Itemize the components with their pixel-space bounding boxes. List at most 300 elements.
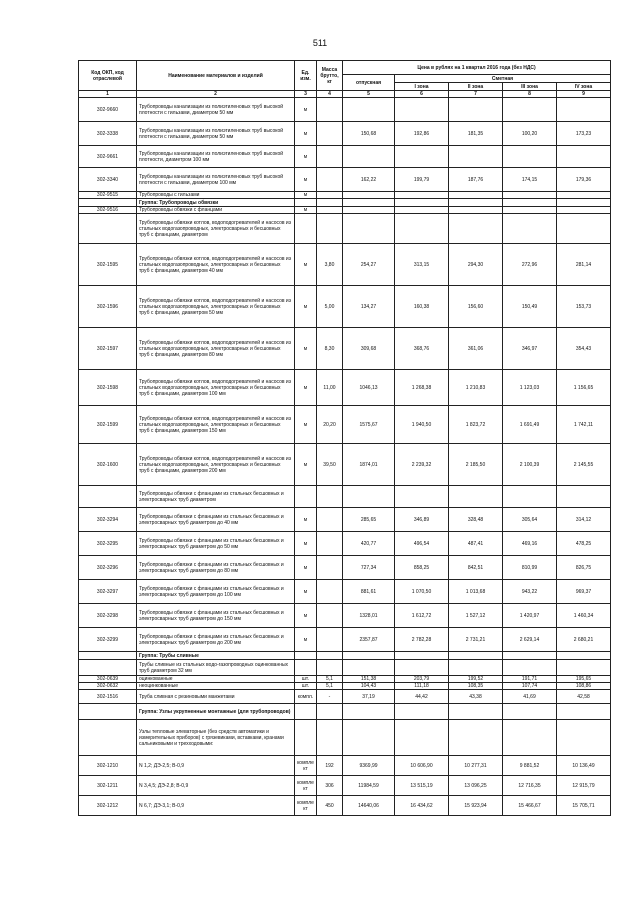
- price-zone1-cell: [395, 704, 449, 720]
- price-zone1-cell: 10 606,90: [395, 756, 449, 776]
- table-row: [79, 192, 611, 199]
- unit-cell: шт.: [295, 676, 317, 683]
- mass-cell: [317, 508, 343, 532]
- mass-cell: [317, 192, 343, 199]
- price-zone1-cell: [395, 660, 449, 676]
- table-header: [79, 61, 611, 98]
- name-cell: Трубопроводы канализации из полиэтиленовых труб высокой плотности с гильзами, диаметром 100 мм: [137, 168, 295, 192]
- price-zone4-cell: [557, 98, 611, 122]
- unit-cell: [295, 199, 317, 207]
- mass-cell: [317, 207, 343, 214]
- price-zone3-cell: 810,99: [503, 556, 557, 580]
- header-release: отпускная: [343, 75, 395, 91]
- mass-cell: [317, 628, 343, 652]
- price-zone4-cell: [557, 660, 611, 676]
- table-row: [79, 690, 611, 704]
- mass-cell: 11,00: [317, 370, 343, 406]
- table-row: [79, 660, 611, 676]
- price-zone3-cell: 1 691,49: [503, 406, 557, 444]
- column-number: 9: [557, 91, 611, 98]
- price-release-cell: [343, 192, 395, 199]
- table-row: [79, 168, 611, 192]
- mass-cell: [317, 720, 343, 756]
- table-row: [79, 756, 611, 776]
- name-cell: оцинкованные: [137, 676, 295, 683]
- price-zone2-cell: [449, 704, 503, 720]
- table-row: [79, 406, 611, 444]
- name-cell: Труба сливная с резиновыми манжетами: [137, 690, 295, 704]
- table-row: [79, 444, 611, 486]
- price-release-cell: [343, 704, 395, 720]
- price-zone3-cell: [503, 652, 557, 660]
- name-cell: N 1,2; ДЭ-2,5; В-0,9: [137, 756, 295, 776]
- price-zone2-cell: 108,35: [449, 683, 503, 690]
- price-zone2-cell: 2 185,50: [449, 444, 503, 486]
- name-cell: Трубопроводы обвязки котлов, водоподогревателей и насосов из стальных водогазопроводных, электросварных и бесшовных труб с фланцами, диаметром 40 мм: [137, 244, 295, 286]
- price-zone2-cell: 294,30: [449, 244, 503, 286]
- unit-cell: м: [295, 244, 317, 286]
- name-cell: Трубопроводы обвязки котлов, водоподогревателей и насосов из стальных водогазопроводных, электросварных и бесшовных труб с фланцами, диаметром: [137, 214, 295, 244]
- mass-cell: 39,50: [317, 444, 343, 486]
- code-cell: [79, 704, 137, 720]
- price-zone3-cell: 305,64: [503, 508, 557, 532]
- price-release-cell: 134,27: [343, 286, 395, 328]
- price-zone1-cell: 16 434,62: [395, 796, 449, 816]
- price-zone3-cell: 943,22: [503, 580, 557, 604]
- price-zone4-cell: 12 915,79: [557, 776, 611, 796]
- code-cell: 302-1595: [79, 244, 137, 286]
- price-zone1-cell: [395, 214, 449, 244]
- price-zone2-cell: 842,51: [449, 556, 503, 580]
- price-release-cell: [343, 214, 395, 244]
- unit-cell: м: [295, 604, 317, 628]
- table-row: [79, 508, 611, 532]
- price-zone3-cell: [503, 660, 557, 676]
- price-zone1-cell: 192,86: [395, 122, 449, 146]
- name-cell: Группа: Трубопроводы обвязки: [137, 199, 295, 207]
- price-zone3-cell: 41,69: [503, 690, 557, 704]
- table-row: [79, 776, 611, 796]
- price-zone1-cell: 111,18: [395, 683, 449, 690]
- table-row: [79, 146, 611, 168]
- price-zone4-cell: 195,65: [557, 676, 611, 683]
- price-zone3-cell: 107,74: [503, 683, 557, 690]
- table-row: [79, 328, 611, 370]
- column-number-row: [79, 91, 611, 98]
- table-row: [79, 796, 611, 816]
- code-cell: 302-3297: [79, 580, 137, 604]
- mass-cell: -: [317, 690, 343, 704]
- price-zone3-cell: [503, 98, 557, 122]
- code-cell: 302-1596: [79, 286, 137, 328]
- unit-cell: шт.: [295, 683, 317, 690]
- name-cell: Трубопроводы обвязки с фланцами из стальных бесшовных и электросварных труб диаметром до 100 мм: [137, 580, 295, 604]
- price-zone2-cell: 43,38: [449, 690, 503, 704]
- unit-cell: компл.: [295, 690, 317, 704]
- code-cell: 302-3295: [79, 532, 137, 556]
- table-row: [79, 244, 611, 286]
- mass-cell: [317, 98, 343, 122]
- price-zone1-cell: [395, 652, 449, 660]
- price-zone2-cell: 1 527,12: [449, 604, 503, 628]
- table-row: [79, 486, 611, 508]
- name-cell: Трубопроводы канализации из полиэтиленовых труб высокой плотности с гильзами, диаметром 50 мм: [137, 122, 295, 146]
- price-zone2-cell: 15 923,94: [449, 796, 503, 816]
- unit-cell: [295, 486, 317, 508]
- column-number: 8: [503, 91, 557, 98]
- price-zone3-cell: 1 420,97: [503, 604, 557, 628]
- unit-cell: м: [295, 444, 317, 486]
- price-release-cell: 1874,01: [343, 444, 395, 486]
- price-zone3-cell: [503, 207, 557, 214]
- price-release-cell: [343, 486, 395, 508]
- mass-cell: 192: [317, 756, 343, 776]
- unit-cell: м: [295, 580, 317, 604]
- price-release-cell: 2357,87: [343, 628, 395, 652]
- page-number: 511: [312, 38, 328, 48]
- table-row: [79, 628, 611, 652]
- table-row: [79, 676, 611, 683]
- header-zone-4: IV зона: [557, 83, 611, 91]
- column-number: 7: [449, 91, 503, 98]
- mass-cell: 8,30: [317, 328, 343, 370]
- unit-cell: м: [295, 168, 317, 192]
- price-zone2-cell: 1 013,68: [449, 580, 503, 604]
- code-cell: 302-1211: [79, 776, 137, 796]
- unit-cell: [295, 704, 317, 720]
- mass-cell: [317, 532, 343, 556]
- mass-cell: 5,1: [317, 676, 343, 683]
- price-zone2-cell: [449, 214, 503, 244]
- code-cell: 302-3338: [79, 122, 137, 146]
- table-row: [79, 370, 611, 406]
- price-zone4-cell: [557, 199, 611, 207]
- column-number: 6: [395, 91, 449, 98]
- unit-cell: м: [295, 370, 317, 406]
- price-zone2-cell: [449, 486, 503, 508]
- name-cell: N 3,4,5; ДЭ-2,8; В-0,9: [137, 776, 295, 796]
- name-cell: Узлы тепловые элеваторные (без средств автоматики и измерительных приборов) с грязевиками, вставками, кранами сальниковыми и трехходовыми:: [137, 720, 295, 756]
- name-cell: Группа: Трубы сливные: [137, 652, 295, 660]
- header-name: Наименование материалов и изделий: [137, 61, 295, 91]
- name-cell: Трубопроводы канализации из полиэтиленовых труб высокой плотности, диаметром 100 мм: [137, 146, 295, 168]
- unit-cell: м: [295, 556, 317, 580]
- price-release-cell: [343, 207, 395, 214]
- unit-cell: м: [295, 328, 317, 370]
- name-cell: Трубопроводы канализации из полиэтиленовых труб высокой плотности с гильзами, диаметром 50 мм: [137, 98, 295, 122]
- price-zone1-cell: 1 070,50: [395, 580, 449, 604]
- name-cell: Трубопроводы обвязки с фланцами из стальных бесшовных и электросварных труб диаметром до 80 мм: [137, 556, 295, 580]
- price-table: [78, 60, 611, 816]
- price-zone3-cell: 150,49: [503, 286, 557, 328]
- price-zone4-cell: 1 742,11: [557, 406, 611, 444]
- header-price-group: Цена в рублях на 1 квартал 2016 года (без НДС): [343, 61, 611, 75]
- price-zone4-cell: 10 136,49: [557, 756, 611, 776]
- name-cell: Трубопроводы обвязки с фланцами из стальных бесшовных и электросварных труб диаметром: [137, 486, 295, 508]
- price-zone1-cell: 160,38: [395, 286, 449, 328]
- price-release-cell: 37,19: [343, 690, 395, 704]
- price-zone4-cell: 281,14: [557, 244, 611, 286]
- price-zone4-cell: [557, 486, 611, 508]
- unit-cell: [295, 720, 317, 756]
- price-zone1-cell: 368,76: [395, 328, 449, 370]
- code-cell: [79, 486, 137, 508]
- table-row: [79, 704, 611, 720]
- name-cell: Трубопроводы обвязки с фланцами из стальных бесшовных и электросварных труб диаметром до 50 мм: [137, 532, 295, 556]
- mass-cell: [317, 660, 343, 676]
- price-zone3-cell: 2 100,39: [503, 444, 557, 486]
- table-row: [79, 199, 611, 207]
- price-zone2-cell: [449, 146, 503, 168]
- price-zone3-cell: 191,71: [503, 676, 557, 683]
- name-cell: Трубопроводы обвязки котлов, водоподогревателей и насосов из стальных водогазопроводных, электросварных и бесшовных труб с фланцами, диаметром 150 мм: [137, 406, 295, 444]
- table-row: [79, 604, 611, 628]
- column-number: 2: [137, 91, 295, 98]
- price-zone1-cell: [395, 207, 449, 214]
- mass-cell: [317, 604, 343, 628]
- name-cell: Трубопроводы обвязки котлов, водоподогревателей и насосов из стальных водогазопроводных, электросварных и бесшовных труб с фланцами, диаметром 50 мм: [137, 286, 295, 328]
- price-zone2-cell: [449, 199, 503, 207]
- price-zone4-cell: 173,23: [557, 122, 611, 146]
- header-zone-1: I зона: [395, 83, 449, 91]
- price-release-cell: 104,43: [343, 683, 395, 690]
- price-zone1-cell: [395, 146, 449, 168]
- code-cell: 302-3340: [79, 168, 137, 192]
- unit-cell: м: [295, 98, 317, 122]
- price-zone2-cell: [449, 660, 503, 676]
- code-cell: 302-1212: [79, 796, 137, 816]
- unit-cell: м: [295, 207, 317, 214]
- table-row: [79, 122, 611, 146]
- price-zone1-cell: [395, 199, 449, 207]
- column-number: 3: [295, 91, 317, 98]
- unit-cell: м: [295, 192, 317, 199]
- price-zone3-cell: 1 123,03: [503, 370, 557, 406]
- mass-cell: 20,20: [317, 406, 343, 444]
- mass-cell: 306: [317, 776, 343, 796]
- price-release-cell: 309,68: [343, 328, 395, 370]
- mass-cell: [317, 199, 343, 207]
- column-number: 4: [317, 91, 343, 98]
- price-release-cell: 727,34: [343, 556, 395, 580]
- price-zone4-cell: 826,75: [557, 556, 611, 580]
- price-release-cell: 14640,06: [343, 796, 395, 816]
- name-cell: Трубопроводы с гильзами: [137, 192, 295, 199]
- price-release-cell: [343, 660, 395, 676]
- unit-cell: м: [295, 286, 317, 328]
- unit-cell: м: [295, 508, 317, 532]
- name-cell: Трубопроводы обвязки с фланцами из стальных бесшовных и электросварных труб диаметром до 150 мм: [137, 604, 295, 628]
- table-row: [79, 720, 611, 756]
- price-zone2-cell: [449, 98, 503, 122]
- price-zone1-cell: [395, 720, 449, 756]
- mass-cell: [317, 704, 343, 720]
- header-zone-2: II зона: [449, 83, 503, 91]
- price-zone1-cell: [395, 192, 449, 199]
- price-zone4-cell: 153,73: [557, 286, 611, 328]
- price-zone4-cell: 179,36: [557, 168, 611, 192]
- price-zone3-cell: 272,96: [503, 244, 557, 286]
- price-zone4-cell: [557, 192, 611, 199]
- mass-cell: [317, 146, 343, 168]
- code-cell: 302-9515: [79, 192, 137, 199]
- unit-cell: м: [295, 406, 317, 444]
- unit-cell: м: [295, 532, 317, 556]
- price-zone2-cell: 1 823,72: [449, 406, 503, 444]
- name-cell: Трубопроводы обвязки с фланцами из стальных бесшовных и электросварных труб диаметром до 200 мм: [137, 628, 295, 652]
- name-cell: Трубопроводы обвязки с фланцами из стальных бесшовных и электросварных труб диаметром до 40 мм: [137, 508, 295, 532]
- code-cell: 302-9660: [79, 98, 137, 122]
- name-cell: Трубопроводы обвязки котлов, водоподогревателей и насосов из стальных водогазопроводных, электросварных и бесшовных труб с фланцами, диаметром 100 мм: [137, 370, 295, 406]
- header-zone-3: III зона: [503, 83, 557, 91]
- code-cell: 302-9516: [79, 207, 137, 214]
- mass-cell: 450: [317, 796, 343, 816]
- name-cell: Трубопроводы обвязки котлов, водоподогревателей и насосов из стальных водогазопроводных, электросварных и бесшовных труб с фланцами, диаметром 80 мм: [137, 328, 295, 370]
- price-zone2-cell: 13 096,25: [449, 776, 503, 796]
- price-zone3-cell: 346,97: [503, 328, 557, 370]
- price-zone1-cell: 1 940,50: [395, 406, 449, 444]
- price-zone4-cell: 314,12: [557, 508, 611, 532]
- price-zone4-cell: [557, 652, 611, 660]
- price-zone2-cell: 181,35: [449, 122, 503, 146]
- price-zone1-cell: 44,42: [395, 690, 449, 704]
- price-zone1-cell: 346,89: [395, 508, 449, 532]
- price-zone4-cell: 2 680,21: [557, 628, 611, 652]
- price-zone1-cell: 1 612,72: [395, 604, 449, 628]
- mass-cell: [317, 168, 343, 192]
- name-cell: Трубопроводы обвязки котлов, водоподогревателей и насосов из стальных водогазопроводных, электросварных и бесшовных труб с фланцами, диаметром 200 мм: [137, 444, 295, 486]
- price-zone4-cell: 1 460,34: [557, 604, 611, 628]
- price-zone2-cell: 2 731,21: [449, 628, 503, 652]
- price-zone4-cell: 42,58: [557, 690, 611, 704]
- price-zone1-cell: 199,79: [395, 168, 449, 192]
- price-zone3-cell: [503, 720, 557, 756]
- price-release-cell: 150,68: [343, 122, 395, 146]
- price-zone1-cell: 203,79: [395, 676, 449, 683]
- price-zone4-cell: 1 156,65: [557, 370, 611, 406]
- price-zone2-cell: 156,60: [449, 286, 503, 328]
- price-zone3-cell: [503, 704, 557, 720]
- price-release-cell: [343, 146, 395, 168]
- price-zone1-cell: 313,15: [395, 244, 449, 286]
- mass-cell: [317, 652, 343, 660]
- name-cell: неоцинкованные: [137, 683, 295, 690]
- table-row: [79, 580, 611, 604]
- price-release-cell: 162,22: [343, 168, 395, 192]
- price-release-cell: [343, 720, 395, 756]
- price-zone2-cell: 328,48: [449, 508, 503, 532]
- price-zone3-cell: [503, 192, 557, 199]
- code-cell: [79, 720, 137, 756]
- price-release-cell: 881,61: [343, 580, 395, 604]
- price-zone4-cell: [557, 704, 611, 720]
- table-row: [79, 556, 611, 580]
- price-zone3-cell: 174,15: [503, 168, 557, 192]
- price-zone2-cell: [449, 192, 503, 199]
- code-cell: 302-9661: [79, 146, 137, 168]
- price-zone1-cell: 858,25: [395, 556, 449, 580]
- code-cell: [79, 214, 137, 244]
- mass-cell: [317, 122, 343, 146]
- code-cell: 302-1210: [79, 756, 137, 776]
- code-cell: [79, 199, 137, 207]
- code-cell: 302-3298: [79, 604, 137, 628]
- mass-cell: [317, 486, 343, 508]
- price-release-cell: 285,65: [343, 508, 395, 532]
- unit-cell: компле кт: [295, 756, 317, 776]
- price-release-cell: 11984,59: [343, 776, 395, 796]
- mass-cell: 5,00: [317, 286, 343, 328]
- price-zone2-cell: 1 210,83: [449, 370, 503, 406]
- price-zone4-cell: [557, 146, 611, 168]
- mass-cell: [317, 556, 343, 580]
- table-row: [79, 683, 611, 690]
- price-zone3-cell: 15 466,67: [503, 796, 557, 816]
- price-zone1-cell: [395, 98, 449, 122]
- name-cell: Трубы сливные из стальных водо-газопроводных оцинкованных труб диаметром 32 мм: [137, 660, 295, 676]
- unit-cell: [295, 660, 317, 676]
- price-zone4-cell: [557, 720, 611, 756]
- code-cell: 302-3296: [79, 556, 137, 580]
- price-release-cell: 151,38: [343, 676, 395, 683]
- code-cell: 302-3299: [79, 628, 137, 652]
- price-zone2-cell: 10 277,31: [449, 756, 503, 776]
- price-zone1-cell: 2 782,28: [395, 628, 449, 652]
- price-zone3-cell: 9 881,52: [503, 756, 557, 776]
- price-zone1-cell: 13 515,19: [395, 776, 449, 796]
- table-row: [79, 532, 611, 556]
- column-number: 5: [343, 91, 395, 98]
- price-zone3-cell: 12 716,35: [503, 776, 557, 796]
- price-release-cell: 9369,99: [343, 756, 395, 776]
- price-zone4-cell: 15 705,71: [557, 796, 611, 816]
- mass-cell: [317, 214, 343, 244]
- table-row: [79, 652, 611, 660]
- price-zone4-cell: [557, 207, 611, 214]
- price-zone2-cell: [449, 207, 503, 214]
- code-cell: 302-0639: [79, 676, 137, 683]
- price-release-cell: [343, 199, 395, 207]
- unit-cell: компле кт: [295, 776, 317, 796]
- price-zone1-cell: [395, 486, 449, 508]
- price-zone2-cell: 187,76: [449, 168, 503, 192]
- price-zone1-cell: 2 239,32: [395, 444, 449, 486]
- code-cell: 302-1599: [79, 406, 137, 444]
- price-zone3-cell: 469,16: [503, 532, 557, 556]
- header-mass: Масса брутто, кг: [317, 61, 343, 91]
- header-estimate: Сметная: [395, 75, 611, 83]
- price-zone1-cell: 1 268,38: [395, 370, 449, 406]
- price-zone4-cell: 354,43: [557, 328, 611, 370]
- unit-cell: компле кт: [295, 796, 317, 816]
- price-zone4-cell: 478,25: [557, 532, 611, 556]
- unit-cell: [295, 652, 317, 660]
- mass-cell: [317, 580, 343, 604]
- table-body: [79, 98, 611, 816]
- price-zone4-cell: 2 145,55: [557, 444, 611, 486]
- price-release-cell: [343, 98, 395, 122]
- code-cell: 302-1600: [79, 444, 137, 486]
- table-row: [79, 98, 611, 122]
- name-cell: N 6,7; ДЭ-3,1; В-0,9: [137, 796, 295, 816]
- price-zone3-cell: [503, 199, 557, 207]
- code-cell: 302-1597: [79, 328, 137, 370]
- price-zone3-cell: [503, 146, 557, 168]
- price-zone4-cell: 108,86: [557, 683, 611, 690]
- code-cell: 302-1516: [79, 690, 137, 704]
- table-row: [79, 286, 611, 328]
- price-release-cell: 1575,67: [343, 406, 395, 444]
